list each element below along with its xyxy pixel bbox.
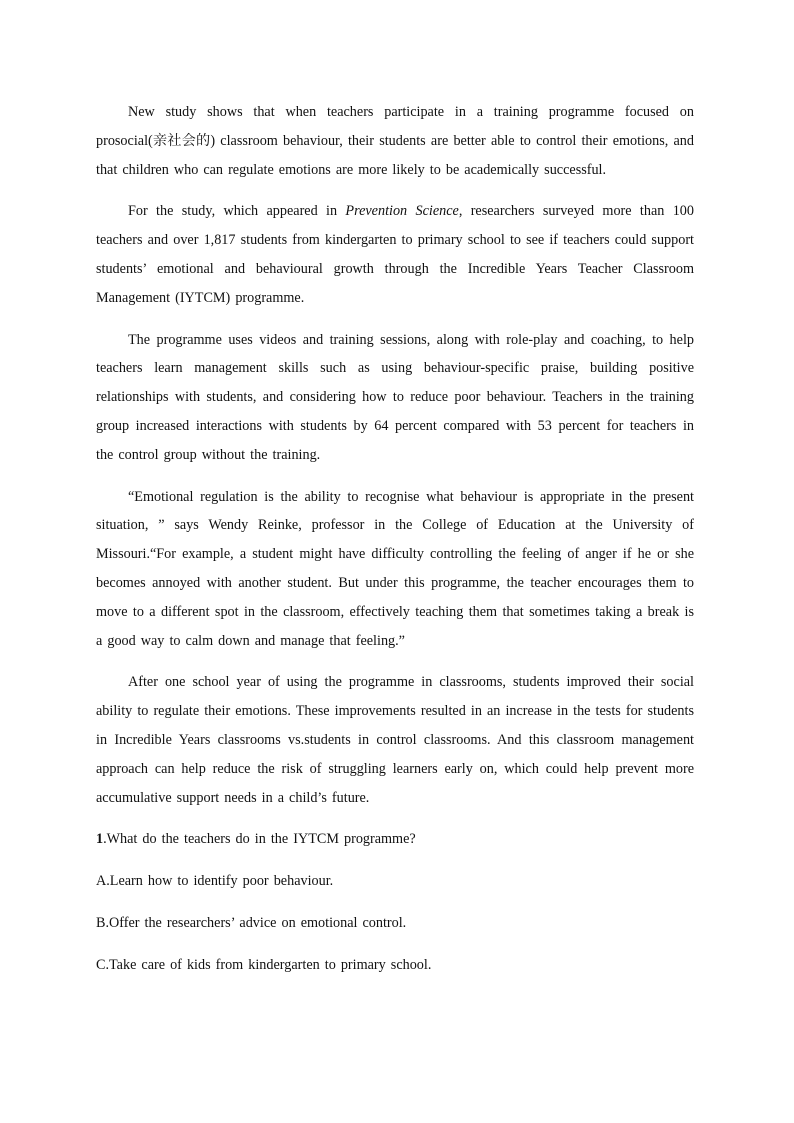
document-body [96,98,694,993]
question-1 [96,825,694,854]
question-text: .What do the teachers do in the IYTCM programme? [103,831,416,848]
passage-paragraph-1: New study shows that when teachers participate in a training programme focused on prosocial(亲社会的) classroom behaviour, their students are better able to control their emotions, and that children who can regulate emotions are more likely to be academically successful. [96,104,694,178]
passage-paragraph-4: “Emotional regulation is the ability to recognise what behaviour is appropriate in the present situation, ” says Wendy Reinke, professor in the College of Education at the University of Missouri.“For example, a student might have difficulty controlling the feeling of anger if he or she becomes annoyed with another student. But under this programme, the teacher encourages them to move to a different spot in the classroom, effectively teaching them that sometimes taking a break is a good way to calm down and manage that feeling.” [96,488,694,649]
option-a: A.Learn how to identify poor behaviour. [96,873,334,890]
journal-name: Prevention Science [345,203,459,220]
passage-paragraph-3: The programme uses videos and training sessions, along with role-play and coaching, to help teachers learn management skills such as using behaviour-specific praise, building positive relationships with students, and considering how to reduce poor behaviour. Teachers in the training group increased interactions with students by 64 percent compared with 53 percent for teachers in the control group without the training. [96,331,694,463]
passage-paragraph-2 [96,197,694,312]
question-number: 1 [96,831,104,848]
option-c: C.Take care of kids from kindergarten to primary school. [96,956,432,973]
passage-paragraph-5: After one school year of using the programme in classrooms, students improved their social ability to regulate their emotions. These improvements resulted in an increase in the tests for students in Incredible Years classrooms vs.students in control classrooms. And this classroom management approach can help reduce the risk of struggling learners early on, which could help prevent more accumulative support needs in a child’s future. [96,674,694,806]
paragraph-2-text-start: For the study, which appeared in [128,203,346,220]
option-b: B.Offer the researchers’ advice on emotional control. [96,914,407,931]
paragraph-2-text-end: , researchers surveyed more than 100 teachers and over 1,817 students from kindergarten to primary school to see if teachers could support students’ emotional and behavioural growth through the Incredible Years Teacher Classroom Management (IYTCM) programme. [96,203,694,306]
